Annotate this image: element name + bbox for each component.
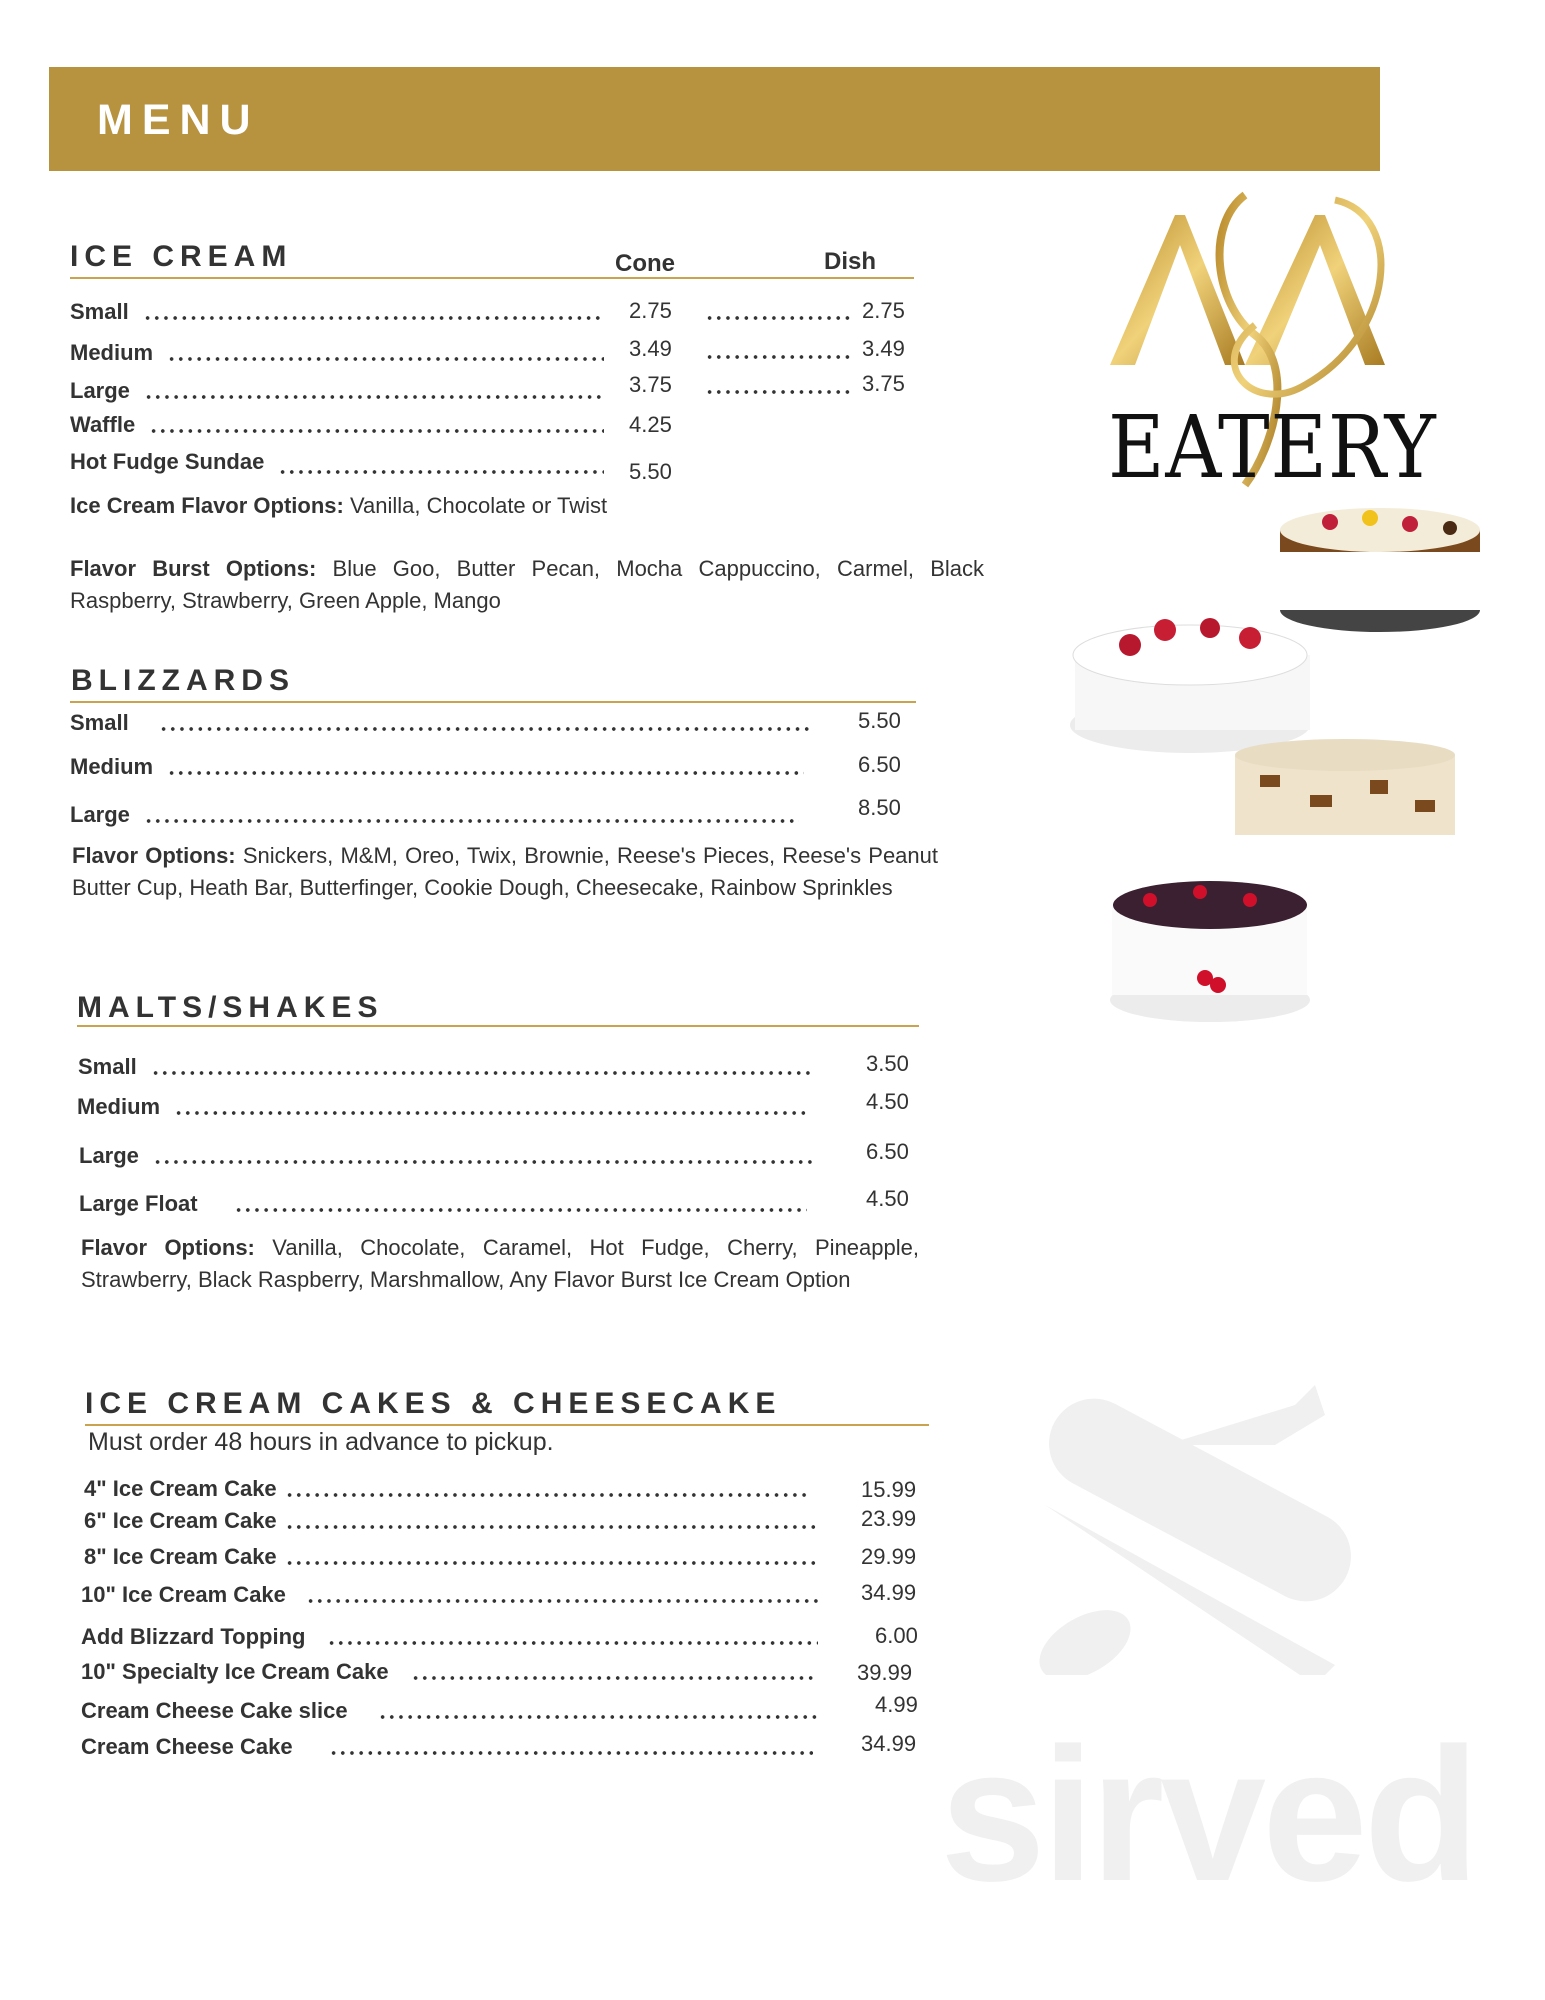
item-name: Small [78,1054,137,1079]
item-name: 6" Ice Cream Cake [84,1508,277,1533]
cone-price: 5.50 [629,459,672,484]
price: 4.50 [866,1186,909,1211]
sirved-watermark: sirved [940,1709,1476,1921]
item-name: Hot Fudge Sundae [70,449,265,474]
price: 5.50 [858,708,901,733]
dot-leader [167,356,604,362]
dot-leader [285,1560,818,1566]
item-name: Large [79,1143,139,1168]
dot-leader [285,1524,818,1530]
item-name: Waffle [70,412,136,437]
item-name: 10" Specialty Ice Cream Cake [81,1659,389,1684]
value: Blue Goo, Butter Pecan, Mocha Cappuccino, Carmel, Black Raspberry, Strawberry, Green Apple, Mango [70,556,985,613]
item-name: Cream Cheese Cake [81,1734,293,1759]
item-name: Medium [77,1094,161,1119]
item-name: Small [70,299,129,324]
dot-leader [143,315,604,321]
column-header-cone: Cone [615,250,675,277]
dot-leader [278,469,604,475]
menu-title: MENU [97,96,260,144]
dot-leader [159,726,809,732]
dot-leader [329,1750,813,1756]
item-name: Medium [70,340,154,365]
section-title-blizzards: BLIZZARDS [71,664,295,697]
dish-leader-row [705,336,857,364]
menu-item [84,1506,824,1534]
fork-spoon-watermark-icon [1015,1385,1365,1675]
value: Vanilla, Chocolate or Twist [343,493,608,518]
menu-item [77,1092,812,1120]
dot-leader [705,354,851,360]
label: Ice Cream Flavor Options: [70,493,344,518]
price: 34.99 [861,1580,917,1605]
blizzard-flavor-options [72,840,938,904]
item-name: Cream Cheese Cake slice [81,1698,348,1723]
malt-flavor-options [81,1232,919,1296]
label: Flavor Options: [72,843,236,868]
dot-leader [306,1598,818,1604]
price: 8.50 [858,795,901,820]
dot-leader [378,1714,818,1720]
section-divider [70,277,914,279]
item-name: 8" Ice Cream Cake [84,1544,277,1569]
value: Snickers, M&M, Oreo, Twix, Brownie, Reese's Pieces, Reese's Peanut Butter Cup, Heath Bar, Butterfinger, Cookie Dough, Cheesecake, Rainbow Sprinkles [72,843,938,900]
price: 3.50 [866,1051,909,1076]
dot-leader [144,394,604,400]
item-name: Medium [70,754,154,779]
price: 6.50 [866,1139,909,1164]
item-name: Small [70,710,129,735]
menu-item [81,1732,819,1760]
menu-item [70,338,610,366]
dot-leader [327,1640,818,1646]
dot-leader [149,428,604,434]
cake-image [1070,618,1310,753]
dot-leader [144,818,799,824]
label: Flavor Options: [81,1235,255,1260]
price: 6.50 [858,752,901,777]
dot-leader [705,389,851,395]
section-divider [77,1025,919,1027]
dot-leader [234,1207,807,1213]
menu-item [70,708,815,736]
cake-image [1110,881,1310,1022]
cake-photos [1070,500,1480,1030]
dot-leader [285,1492,808,1498]
cake-image [1235,739,1455,835]
section-divider [85,1424,929,1426]
item-name: Large [70,378,130,403]
cone-price: 2.75 [629,298,672,323]
menu-item [81,1657,819,1685]
logo-text: EATERY [1108,398,1437,498]
price: 23.99 [861,1506,917,1531]
price: 6.00 [875,1623,918,1648]
price: 39.99 [857,1660,913,1685]
item-name: Large Float [79,1191,198,1216]
dot-leader [153,1159,814,1165]
item-name: 10" Ice Cream Cake [81,1582,286,1607]
menu-item [84,1542,824,1570]
menu-item [70,800,805,828]
dot-leader [151,1070,814,1076]
menu-item [70,447,610,475]
item-name: 4" Ice Cream Cake [84,1476,277,1501]
dot-leader [174,1110,806,1116]
cake-image [1280,508,1480,632]
price: 4.50 [866,1089,909,1114]
dish-leader-row [705,371,857,399]
menu-item [81,1696,824,1724]
section-title-ice-cream: ICE CREAM [70,240,293,273]
menu-item [81,1622,824,1650]
dot-leader [167,770,804,776]
price: 29.99 [861,1544,917,1569]
dish-price: 2.75 [862,298,905,323]
dot-leader [705,315,851,321]
cakes-subtitle: Must order 48 hours in advance to pickup. [88,1428,554,1456]
price: 4.99 [875,1692,918,1717]
section-title-cakes: ICE CREAM CAKES & CHEESECAKE [85,1387,782,1420]
price: 15.99 [861,1477,917,1502]
ice-cream-flavor-options [70,490,990,522]
section-divider [70,701,916,703]
item-name: Large [70,802,130,827]
dot-leader [411,1675,813,1681]
label: Flavor Burst Options: [70,556,317,581]
menu-item [78,1052,820,1080]
section-title-malts-shakes: MALTS/SHAKES [77,991,384,1024]
price: 34.99 [861,1731,917,1756]
cone-price: 3.75 [629,372,672,397]
menu-item [70,376,610,404]
menu-item [79,1189,813,1217]
dish-price: 3.49 [862,336,905,361]
menu-item [70,297,610,325]
menu-item [70,410,610,438]
flavor-burst-options [70,553,984,617]
menu-item [81,1580,824,1608]
value: Vanilla, Chocolate, Caramel, Hot Fudge, Cherry, Pineapple, Strawberry, Black Raspberry, Marshmallow, Any Flavor Burst Ice Cream Option [81,1235,919,1292]
dish-price: 3.75 [862,371,905,396]
cone-price: 3.49 [629,336,672,361]
cone-price: 4.25 [629,412,672,437]
dish-leader-row [705,297,857,325]
item-name: Add Blizzard Topping [81,1624,306,1649]
menu-item [79,1141,820,1169]
column-header-dish: Dish [824,248,877,275]
menu-item [70,752,810,780]
menu-item [84,1474,814,1502]
